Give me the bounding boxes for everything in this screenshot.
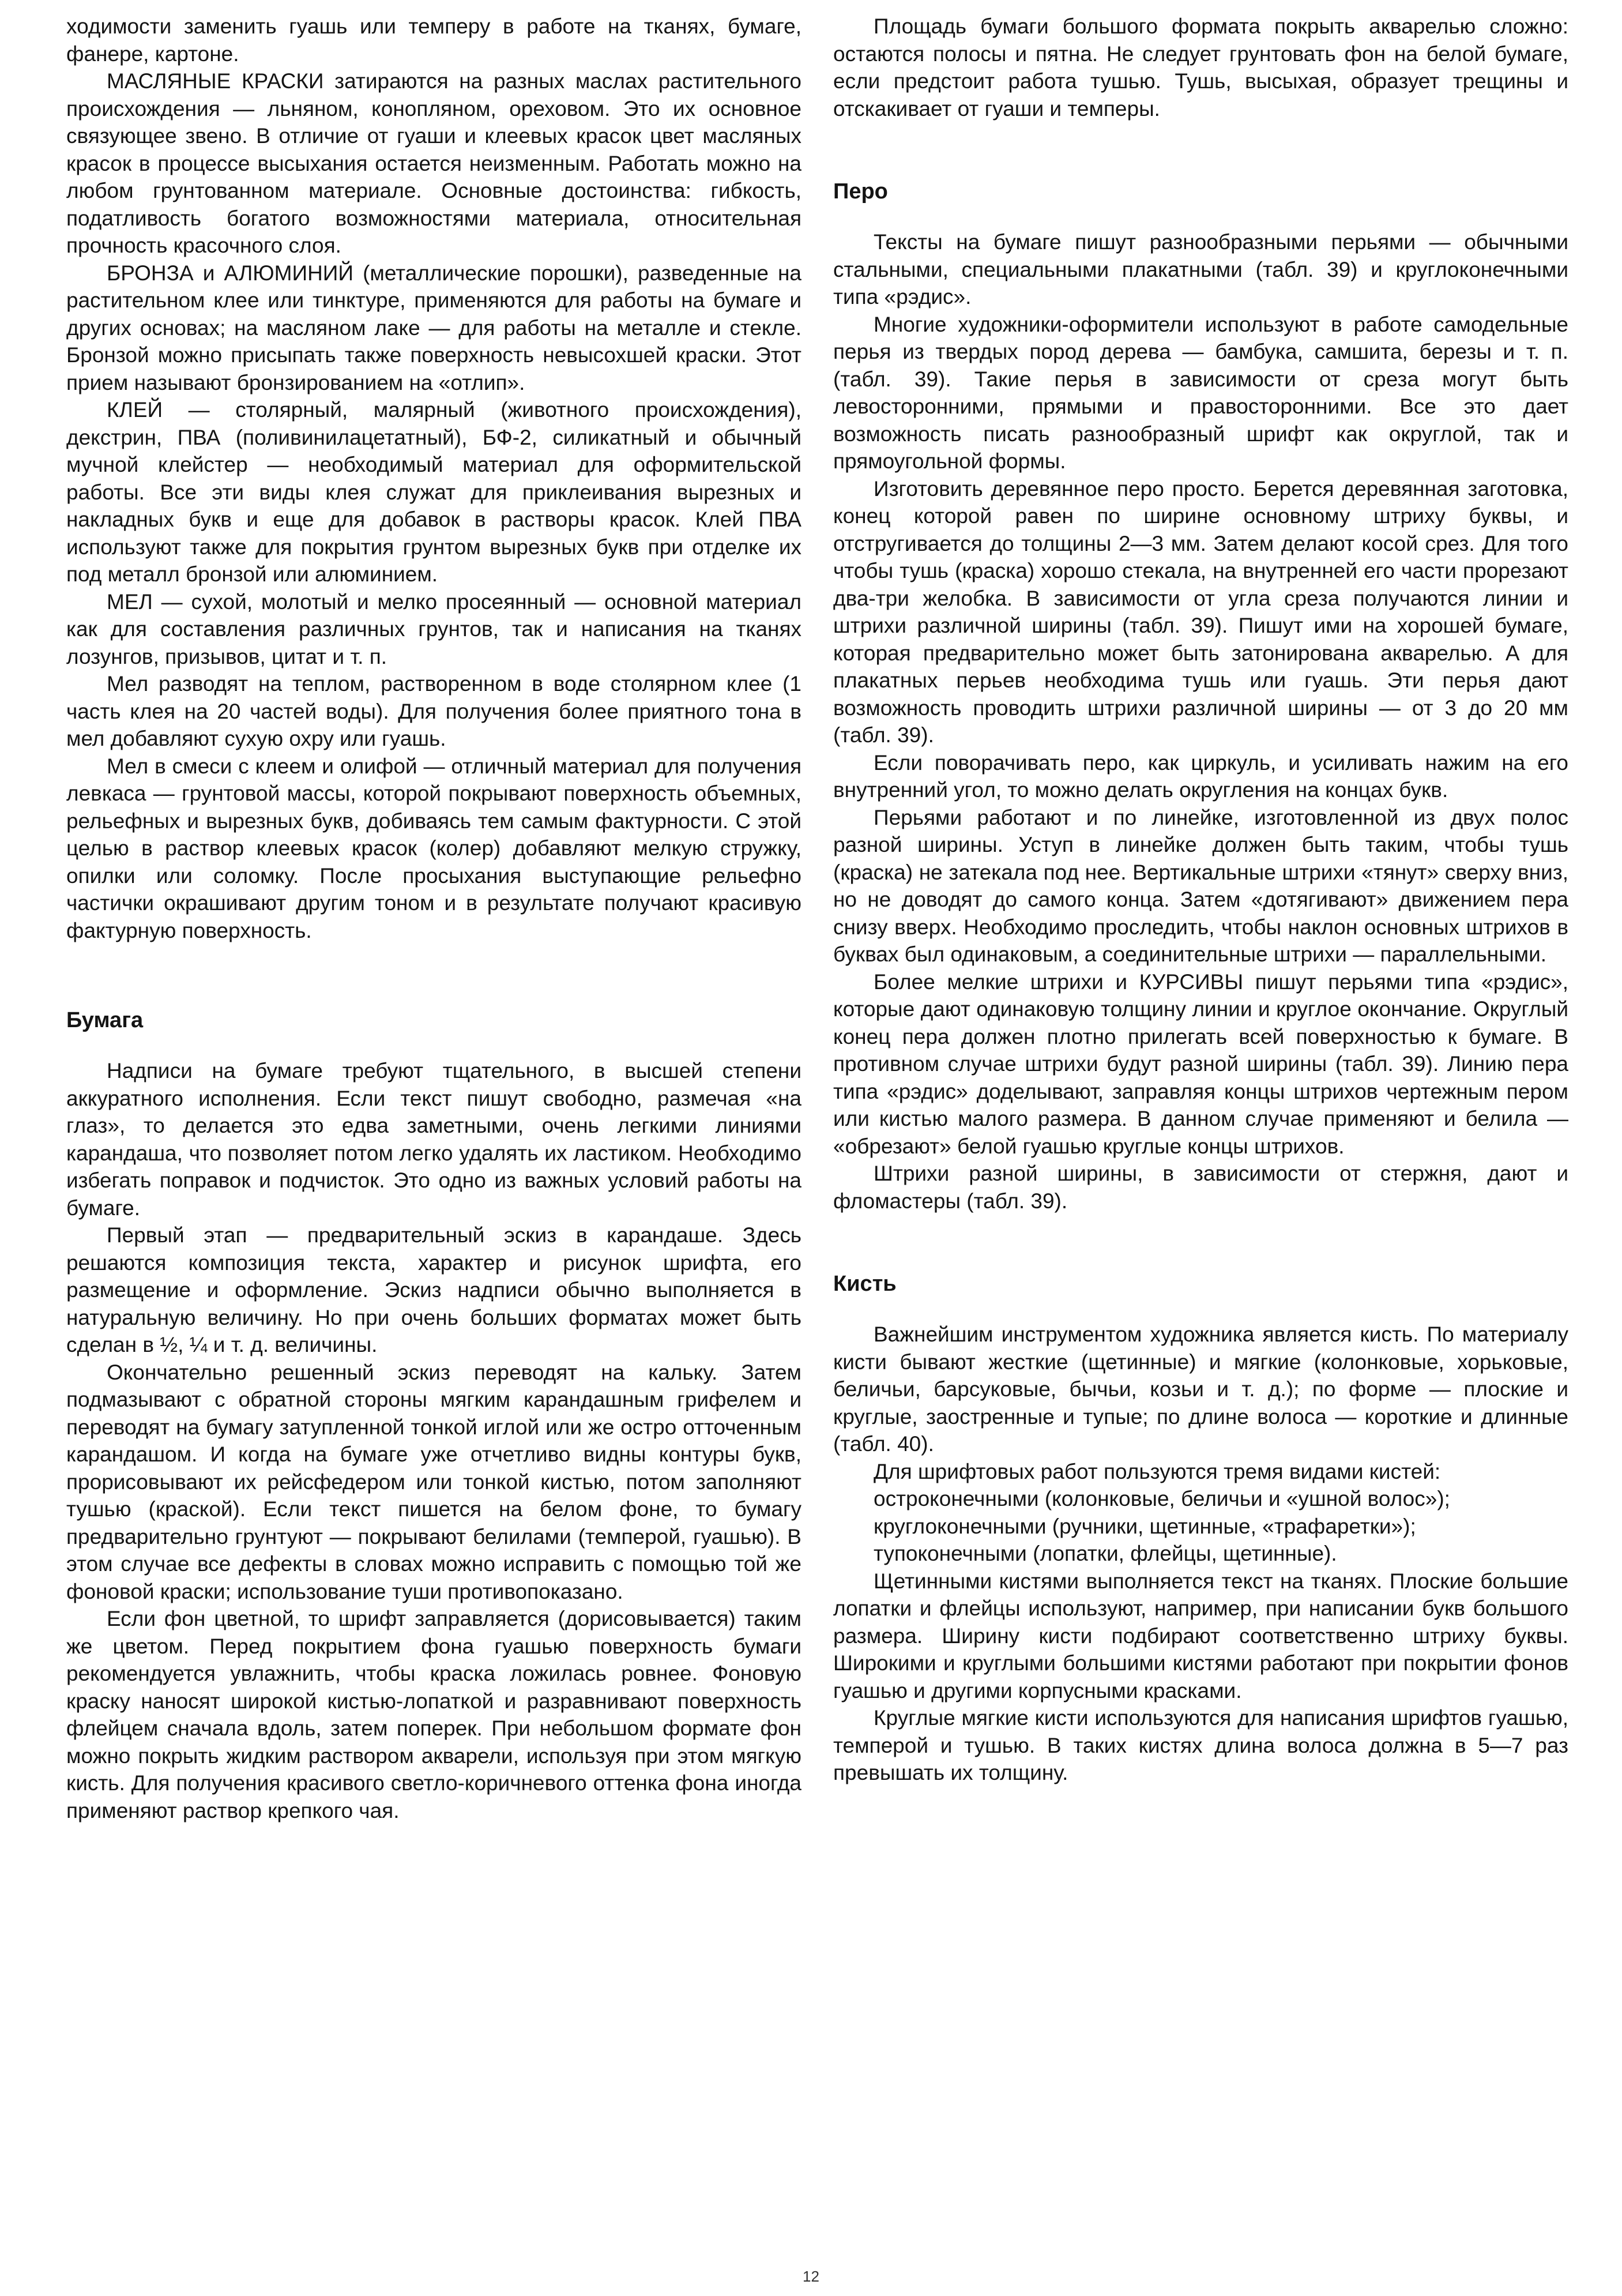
paragraph-chalk-levkas: Мел в смеси с клеем и олифой — отличный материал для получения левкаса — грунтовой массы, которой покрывают поверхность объемных, рельефных и вырезных букв, добиваясь тем самым фактурности. С этой целью в раствор клеевых красок (колер) добавляют мелкую стружку, опилки или соломку. После просыхания выступающие рельефно частички окрашивают другим тоном и в результате получают красивую фактурную поверхность.	[66, 754, 801, 942]
paragraph-paper-3: Окончательно решенный эскиз переводят на кальку. Затем подмазывают с обратной стороны мягким карандашным грифелем и переводят на бумагу затупленной тонкой иглой или же остро отточенным карандашом. И когда на бумаге уже отчетливо видны контуры букв, прорисовывают их рейсфедером или тонкой кистью, потом заполняют тушью (краской). Если текст пишется на белом фоне, то бумагу предварительно грунтуют — покрывают белилами (темперой, гуашью). В этом случае все дефекты в словах можно исправить с помощью той же фоновой краски; использование туши противопоказано.	[66, 1360, 801, 1603]
paragraph-glue: КЛЕЙ — столярный, малярный (животного происхождения), декстрин, ПВА (поливинилацетатный), БФ-2, силикатный и обычный мучной клейстер — необходимый материал для оформительской работы. Все эти виды клея служат для приклеивания вырезных и накладных букв и еще для добавок в растворы красок. Клей ПВА используют также для покрытия грунтом вырезных букв при отделке их под металл бронзой или алюминием.	[66, 398, 801, 586]
paragraph-pen-5: Перьями работают и по линейке, изготовленной из двух полос разной ширины. Уступ в линейке должен быть таким, чтобы тушь (краска) не затекала под нее. Вертикальные штрихи «тянут» сверху вниз, но не доводят до самого конца. Затем «дотягивают» движением пера снизу вверх. Необходимо проследить, чтобы наклон основных штрихов в буквах был одинаковым, а соединительные штрихи — параллельными.	[833, 805, 1568, 966]
paragraph-paper-4: Если фон цветной, то шрифт заправляется (дорисовывается) таким же цветом. Перед покрытием фона гуашью поверхность бумаги рекомендуется увлажнить, чтобы краска ложилась ровнее. Фоновую краску наносят широкой кистью-лопаткой и разравнивают поверхность флейцем сначала вдоль, затем поперек. При небольшом формате фон можно покрыть жидким раствором акварели, используя при этом мягкую кисть. Для получения красивого светло-коричневого оттенка фона иногда применяют раствор крепкого чая.	[66, 1607, 801, 1822]
paragraph-brush-3: Щетинными кистями выполняется текст на тканях. Плоские большие лопатки и флейцы используют, например, при написании букв большого размера. Ширину кисти подбирают соответственно штриху буквы. Широкими и круглыми большими кистями работают при покрытии фонов гуашью и другими корпусными красками.	[833, 1569, 1568, 1703]
paragraph-bronze-aluminium: БРОНЗА и АЛЮМИНИЙ (металлические порошки), разведенные на растительном клее или тинктуре, применяются для работы на бумаге и других основах; на масляном лаке — для работы на металле и стекле. Бронзой можно присыпать также поверхность невысохшей краски. Этот прием называют бронзированием на «отлип».	[66, 261, 801, 394]
paragraph-brush-1: Важнейшим инструментом художника является кисть. По материалу кисти бывают жесткие (щетинные) и мягкие (колонковые, хорьковые, беличьи, барсуковые, бычьи, козьи и т. д.); по форме — плоские и круглые, заостренные и тупые; по длине волоса — короткие и длинные (табл. 40).	[833, 1322, 1568, 1456]
paragraph-pen-1: Тексты на бумаге пишут разнообразными перьями — обычными стальными, специальными плакатными (табл. 39) и круглоконечными типа «рэдис».	[833, 230, 1568, 309]
paragraph-pen-2: Многие художники-оформители используют в работе самодельные перья из твердых пород дерева — бамбука, самшита, березы и т. п. (табл. 39). Такие перья в зависимости от среза могут быть левосторонними, прямыми и правосторонними. Все это дает возможность писать разнообразный шрифт как округлой, так и прямоугольной формы.	[833, 312, 1568, 473]
list-item-blunt-brushes: тупоконечными (лопатки, флейцы, щетинные).	[874, 1542, 1337, 1565]
paragraph-continuation: ходимости заменить гуашь или темперу в работе на тканях, бумаге, фанере, картоне.	[66, 14, 801, 66]
paragraph-pen-7: Штрихи разной ширины, в зависимости от стержня, дают и фломастеры (табл. 39).	[833, 1162, 1568, 1213]
paragraph-pen-4: Если поворачивать перо, как циркуль, и усиливать нажим на его внутренний угол, то можно делать округления на концах букв.	[833, 750, 1568, 802]
paragraph-pen-3: Изготовить деревянное перо просто. Берется деревянная заготовка, конец которой равен по ширине основному штриху буквы, и отстругивается до толщины 2—3 мм. Затем делают косой срез. Для того чтобы тушь (краска) хорошо стекала, на внутренней его части прорезают два-три желобка. В зависимости от угла среза получаются линии и штрихи различной ширины (табл. 39). Пишут ими на хорошей бумаге, которая предварительно может быть затонирована акварелью. А для плакатных перьев необходима тушь или гуашь. Эти перья дают возможность проводить штрихи различной ширины — от 3 до 20 мм (табл. 39).	[833, 476, 1568, 747]
paragraph-watercolor-background: Площадь бумаги большого формата покрыть акварелью сложно: остаются полосы и пятна. Не следует грунтовать фон на белой бумаге, если предстоит работа тушью. Тушь, высыхая, образует трещины и отскакивает от гуаши и темперы.	[833, 14, 1568, 121]
paragraph-chalk: МЕЛ — сухой, молотый и мелко просеянный — основной материал как для составления различных грунтов, так и написания на тканях лозунгов, призывов, цитат и т. п.	[66, 589, 801, 668]
paragraph-paper-1: Надписи на бумаге требуют тщательного, в высшей степени аккуратного исполнения. Если текст пишут свободно, размечая «на глаз», то делается это едва заметными, очень легкими линиями карандаша, что позволяет потом легко удалять их ластиком. Необходимо избегать поправок и подчисток. Это одно из важных условий работы на бумаге.	[66, 1059, 801, 1220]
paragraph-chalk-dilution: Мел разводят на теплом, растворенном в воде столярном клее (1 часть клея на 20 частей воды). Для получения более приятного тона в мел добавляют сухую охру или гуашь.	[66, 672, 801, 750]
right-column	[833, 13, 1568, 1787]
list-item-round-brushes: круглоконечными (ручники, щетинные, «трафаретки»);	[874, 1514, 1416, 1538]
section-heading-brush: Кисть	[833, 1272, 897, 1296]
page-number: 12	[803, 2268, 819, 2285]
list-item-pointed-brushes: остроконечными (колонковые, беличьи и «ушной волос»);	[874, 1487, 1450, 1510]
section-heading-pen: Перо	[833, 179, 888, 204]
paragraph-brush-4: Круглые мягкие кисти используются для написания шрифтов гуашью, темперой и тушью. В таких кистях длина волоса должна в 5—7 раз превышать их толщину.	[833, 1706, 1568, 1784]
left-column	[66, 13, 801, 1824]
section-heading-paper: Бумага	[66, 1008, 144, 1032]
paragraph-pen-6: Более мелкие штрихи и КУРСИВЫ пишут перьями типа «рэдис», которые дают одинаковую толщину линии и круглое окончание. Округлый конец пера должен плотно прилегать всей поверхностью к бумаге. В противном случае штрихи будут разной ширины (табл. 39). Линию пера типа «рэдис» доделывают, заправляя концы штрихов чертежным пером или кистью малого размера. В данном случае применяют и белила — «обрезают» белой гуашью круглые концы штрихов.	[833, 969, 1568, 1158]
paragraph-paper-2: Первый этап — предварительный эскиз в карандаше. Здесь решаются композиция текста, характер и рисунок шрифта, его размещение и оформление. Эскиз надписи обычно выполняется в натуральную величину. Но при очень больших форматах может быть сделан в ½, ¼ и т. д. величины.	[66, 1223, 801, 1356]
paragraph-brush-2: Для шрифтовых работ пользуются тремя видами кистей:	[874, 1459, 1441, 1483]
paragraph-oil-paints: МАСЛЯНЫЕ КРАСКИ затираются на разных маслах растительного происхождения — льняном, конопляном, ореховом. Это их основное связующее звено. В отличие от гуаши и клеевых красок цвет масляных красок в процессе высыхания остается неизменным. Работать можно на любом грунтованном материале. Основные достоинства: гибкость, податливость богатого возможностями материала, относительная прочность красочного слоя.	[66, 69, 801, 257]
